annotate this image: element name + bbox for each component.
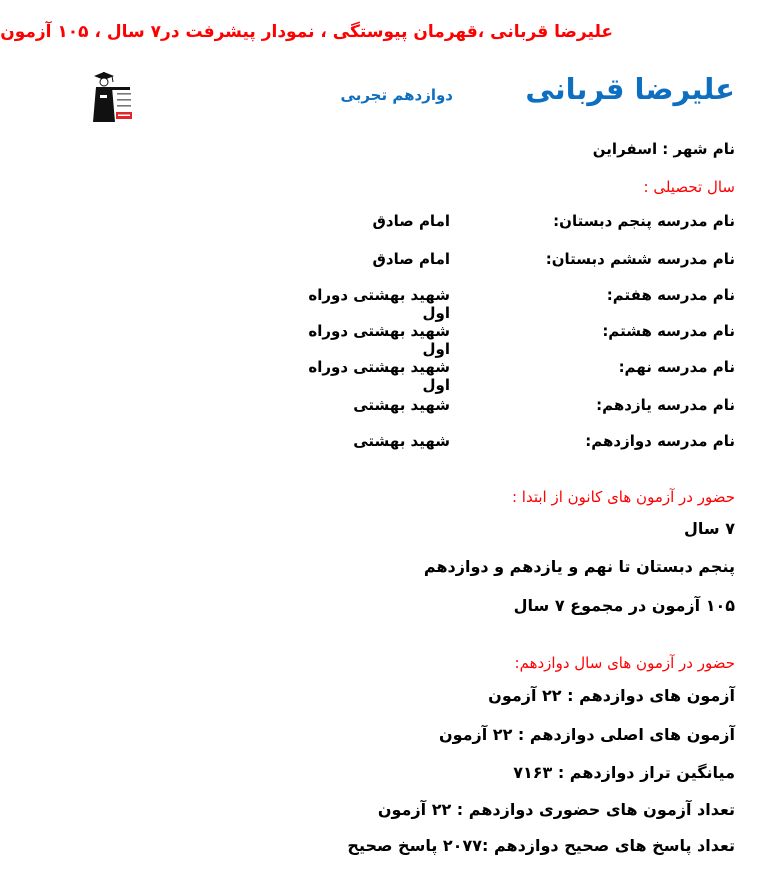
attendance-total-exams: ۱۰۵ آزمون در مجموع ۷ سال — [513, 596, 735, 615]
kanoon-attendance-heading: حضور در آزمون های کانون از ابتدا : — [511, 488, 735, 506]
education-years-heading: سال تحصیلی : — [643, 178, 735, 196]
school-value: شهید بهشتی دوراه اول — [308, 286, 450, 322]
grade12-in-person-exams: تعداد آزمون های حضوری دوازدهم : ۲۲ آزمون — [377, 800, 735, 819]
school-value: شهید بهشتی دوراه اول — [308, 358, 450, 394]
school-label: نام مدرسه هشتم: — [602, 322, 735, 340]
attendance-years: ۷ سال — [684, 519, 735, 538]
city-field: نام شهر : اسفراین — [592, 140, 735, 158]
school-label: نام مدرسه هفتم: — [606, 286, 735, 304]
school-row-grade11 — [285, 396, 735, 420]
school-row-grade7 — [285, 286, 735, 322]
school-row-grade9 — [285, 358, 735, 394]
grade12-average-score: میانگین تراز دوازدهم : ۷۱۶۳ — [513, 763, 735, 782]
school-label: نام مدرسه پنجم دبستان: — [553, 212, 735, 230]
graduate-figure-icon — [90, 70, 136, 125]
school-row-grade12 — [285, 432, 735, 456]
school-row-grade5 — [285, 212, 735, 236]
school-label: نام مدرسه نهم: — [618, 358, 735, 376]
school-value: امام صادق — [372, 250, 450, 268]
attendance-grades: پنجم دبستان تا نهم و یازدهم و دوازدهم — [423, 557, 735, 576]
student-name: علیرضا قربانی — [525, 72, 735, 106]
grade12-main-exams-count: آزمون های اصلی دوازدهم : ۲۲ آزمون — [438, 725, 735, 744]
school-label: نام مدرسه دوازدهم: — [585, 432, 735, 450]
grade12-exams-count: آزمون های دوازدهم : ۲۲ آزمون — [488, 686, 735, 705]
school-row-grade8 — [285, 322, 735, 358]
kanoon-logo — [90, 70, 136, 125]
grade-field-label: دوازدهم تجربی — [340, 86, 453, 104]
school-label: نام مدرسه یازدهم: — [596, 396, 735, 414]
grade12-attendance-heading: حضور در آزمون های سال دوازدهم: — [514, 654, 735, 672]
school-value: شهید بهشتی — [353, 396, 450, 414]
school-value: شهید بهشتی دوراه اول — [308, 322, 450, 358]
school-value: شهید بهشتی — [353, 432, 450, 450]
school-value: امام صادق — [372, 212, 450, 230]
school-label: نام مدرسه ششم دبستان: — [545, 250, 735, 268]
school-row-grade6 — [285, 250, 735, 274]
page-title: علیرضا قربانی ،قهرمان پیوستگی ، نمودار پیشرفت در۷ سال ، ۱۰۵ آزمون — [0, 22, 613, 42]
grade12-correct-answers: تعداد پاسخ های صحیح دوازدهم :۲۰۷۷ پاسخ صحیح — [347, 836, 735, 855]
